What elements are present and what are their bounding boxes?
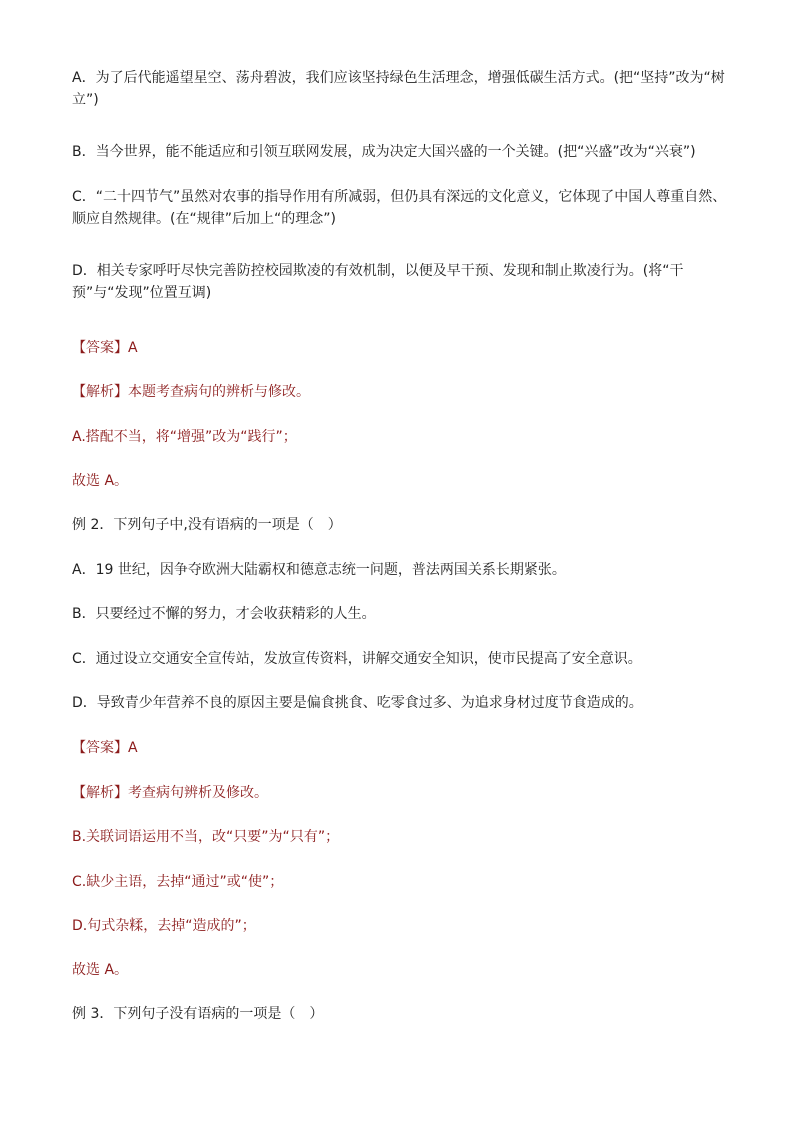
analysis-q1: 【解析】本题考查病句的辨析与修改。 [72,384,310,400]
answer-q2: 【答案】A [72,740,138,756]
option-c-q1: C．“二十四节气”虽然对农事的指导作用有所减弱，但仍具有深远的文化意义，它体现了中国人尊重自然、顺应自然规律。(在“规律”后加上“的理念”) [72,189,727,227]
choice-q1: 故选 A。 [72,473,129,489]
analysis-q2-b: B.关联词语运用不当，改“只要”为“只有”； [72,829,340,845]
option-d-q1: D．相关专家呼吁尽快完善防控校园欺凌的有效机制，以便及早干预、发现和制止欺凌行为。(将“干预”与“发现”位置互调) [72,263,684,301]
option-a-q1: A．为了后代能遥望星空、荡舟碧波，我们应该坚持绿色生活理念，增强低碳生活方式。(把“坚持”改为“树立”) [72,70,725,108]
option-b-q1: B．当今世界，能不能适应和引领互联网发展，成为决定大国兴盛的一个关键。(把“兴盛”改为“兴衰”) [72,144,696,160]
option-c-q2: C．通过设立交通安全宣传站，发放宣传资料，讲解交通安全知识，使市民提高了安全意识。 [72,651,642,667]
analysis-q2-c: C.缺少主语，去掉“通过”或“使”； [72,874,284,890]
analysis-q2: 【解析】考查病句辨析及修改。 [72,785,268,801]
analysis-q1-a: A.搭配不当，将“增强”改为“践行”； [72,429,297,445]
answer-q1: 【答案】A [72,340,138,356]
question-3-title: 例 3．下列句子没有语病的一项是（ ） [72,1006,324,1022]
option-d-q2: D．导致青少年营养不良的原因主要是偏食挑食、吃零食过多、为追求身材过度节食造成的。 [72,695,643,711]
choice-q2: 故选 A。 [72,962,129,978]
question-2-title: 例 2．下列句子中,没有语病的一项是（ ） [72,517,342,533]
option-a-q2: A．19 世纪，因争夺欧洲大陆霸权和德意志统一问题，普法两国关系长期紧张。 [72,562,566,578]
analysis-q2-d: D.句式杂糅，去掉“造成的”； [72,918,256,934]
option-b-q2: B．只要经过不懈的努力，才会收获精彩的人生。 [72,606,376,622]
